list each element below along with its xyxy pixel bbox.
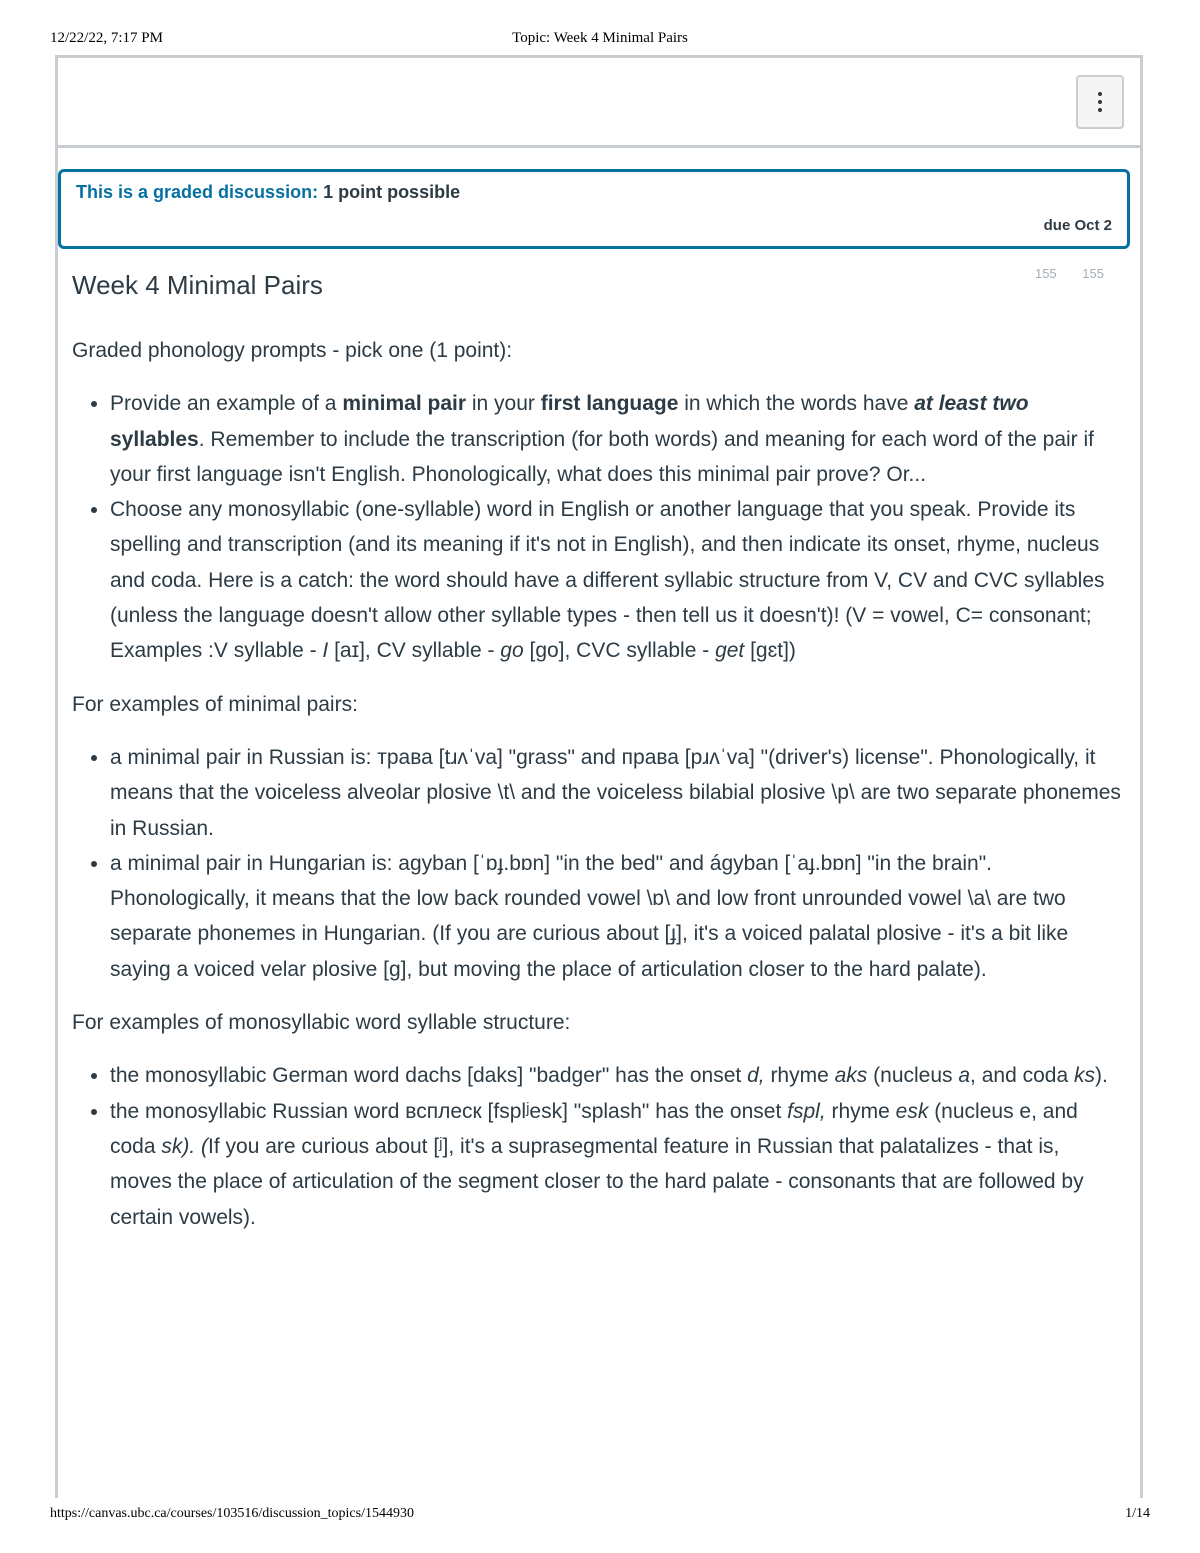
bold-text: syllables: [110, 427, 199, 451]
kebab-dot: [1098, 92, 1102, 96]
total-count: 155: [1082, 266, 1104, 281]
prompt-intro: Graded phonology prompts - pick one (1 point):: [72, 339, 513, 362]
bold-italic-text: at least two: [914, 392, 1029, 416]
kebab-menu-icon[interactable]: [1076, 75, 1124, 129]
kebab-dot: [1098, 100, 1102, 104]
print-date: 12/22/22, 7:17 PM: [50, 30, 163, 46]
text: rhyme: [764, 1064, 835, 1088]
monosyllabic-list: [72, 1058, 1122, 1234]
graded-discussion-box: [58, 169, 1130, 249]
unread-count: 155: [1034, 266, 1057, 281]
text: . Remember to include the transcription (for both words) and meaning for each word of the pair if your first language isn't English. Phonologically, what does this minimal pair prove? Or...: [110, 427, 1095, 486]
text: the monosyllabic Russian word всплеск [fsplʲesk] "splash" has the onset: [110, 1099, 788, 1123]
italic-text: sk: [161, 1134, 183, 1158]
points-possible: 1 point possible: [323, 182, 461, 202]
italic-text: a: [958, 1064, 971, 1088]
graded-label: This is a graded discussion:: [76, 182, 319, 202]
reply-counts: [1013, 266, 1104, 281]
print-page-title: Topic: Week 4 Minimal Pairs: [512, 30, 688, 46]
text: (nucleus: [928, 1099, 1020, 1123]
prompt-list: [72, 386, 1122, 668]
text: , and coda: [970, 1064, 1074, 1088]
minimal-pairs-heading: For examples of minimal pairs:: [72, 692, 358, 716]
list-item-russian-word: [110, 1094, 1122, 1235]
monosyllabic-heading: For examples of monosyllabic word syllable structure:: [72, 1011, 571, 1035]
prompt-item-minimal-pair: [110, 386, 1122, 492]
print-url: https://canvas.ubc.ca/courses/103516/discussion_topics/1544930: [50, 1506, 414, 1521]
text: (nucleus: [867, 1064, 959, 1088]
italic-text: I: [322, 639, 329, 663]
italic-text: ).: [182, 1134, 202, 1158]
bold-text: minimal pair: [342, 392, 467, 416]
discussion-body: [72, 333, 1122, 1235]
list-item-german-word: [110, 1058, 1122, 1093]
discussion-frame: [55, 55, 1143, 1498]
list-item-russian-pair: • a minimal pair in Russian is: трава [tɹʌˈva] "grass" and права [pɹʌˈva] "(driver's) license". Phonologically, it means that the voiceless alveolar plosive \t\ and the voiceless bilabial plosive \p\ are two separate phonemes in Russian.: [110, 740, 1122, 846]
italic-text: fspl,: [787, 1099, 826, 1123]
italic-text: aks: [834, 1064, 868, 1088]
text: ).: [1094, 1064, 1108, 1088]
italic-text: (: [201, 1134, 209, 1158]
italic-text: go: [500, 639, 524, 663]
print-header: [50, 30, 1150, 50]
due-date: due Oct 2: [1043, 217, 1112, 234]
text: [aɪ], CV syllable -: [328, 639, 501, 663]
italic-text: esk: [895, 1099, 929, 1123]
text: If you are curious about [ʲ], it's a suprasegmental feature in Russian that palatalizes - that is, moves the place of articulation of the segment closer to the hard palate - consonants that are followed by certain vowels).: [110, 1134, 1084, 1229]
discussion-toolbar: [58, 58, 1140, 148]
graded-discussion-line: [76, 182, 460, 203]
list-item-hungarian-pair: • a minimal pair in Hungarian is: agyban [ˈɒɟ.bɒn] "in the bed" and ágyban [ˈaɟ.bɒn] "in the brain". Phonologically, it means that the low back rounded vowel \ɒ\ and low front unrounded vowel \a\ are two separate phonemes in Hungarian. (If you are curious about [ɟ], it's a voiced palatal plosive - it's a bit like saying a voiced velar plosive [g], but moving the place of articulation closer to the hard palate).: [110, 846, 1122, 987]
topic-title: Week 4 Minimal Pairs: [72, 270, 323, 300]
text: in which the words have: [678, 392, 915, 416]
text: [gɛt]): [744, 639, 796, 663]
text: , and coda: [110, 1099, 1078, 1158]
page-number: 1/14: [1125, 1506, 1150, 1521]
italic-text: d,: [747, 1064, 765, 1088]
prompt-item-monosyllabic: [110, 492, 1122, 668]
text: in your: [466, 392, 541, 416]
text: the monosyllabic German word dachs [daks] "badger" has the onset: [110, 1064, 748, 1088]
italic-text: ks: [1073, 1064, 1095, 1088]
kebab-dot: [1098, 108, 1102, 112]
text: Choose any monosyllabic (one-syllable) word in English or another language that you speak. Provide its spelling and transcription (and its meaning if it's not in English), and then indicate its onset, rhyme, nucleus and coda. Here is a catch: the word should have a different syllabic structure from V, CV and CVC syllables (unless the language doesn't allow other syllable types - then tell us it doesn't)! (V = vowel, C= consonant; Examples :V syllable -: [110, 498, 1105, 663]
italic-text: get: [715, 639, 745, 663]
minimal-pairs-list: [72, 740, 1122, 987]
text: e: [1019, 1099, 1032, 1123]
print-footer: [50, 1506, 1150, 1526]
text: [go], CVC syllable -: [523, 639, 716, 663]
text: Provide an example of a: [110, 392, 343, 416]
text: rhyme: [825, 1099, 896, 1123]
bold-text: first language: [540, 392, 679, 416]
